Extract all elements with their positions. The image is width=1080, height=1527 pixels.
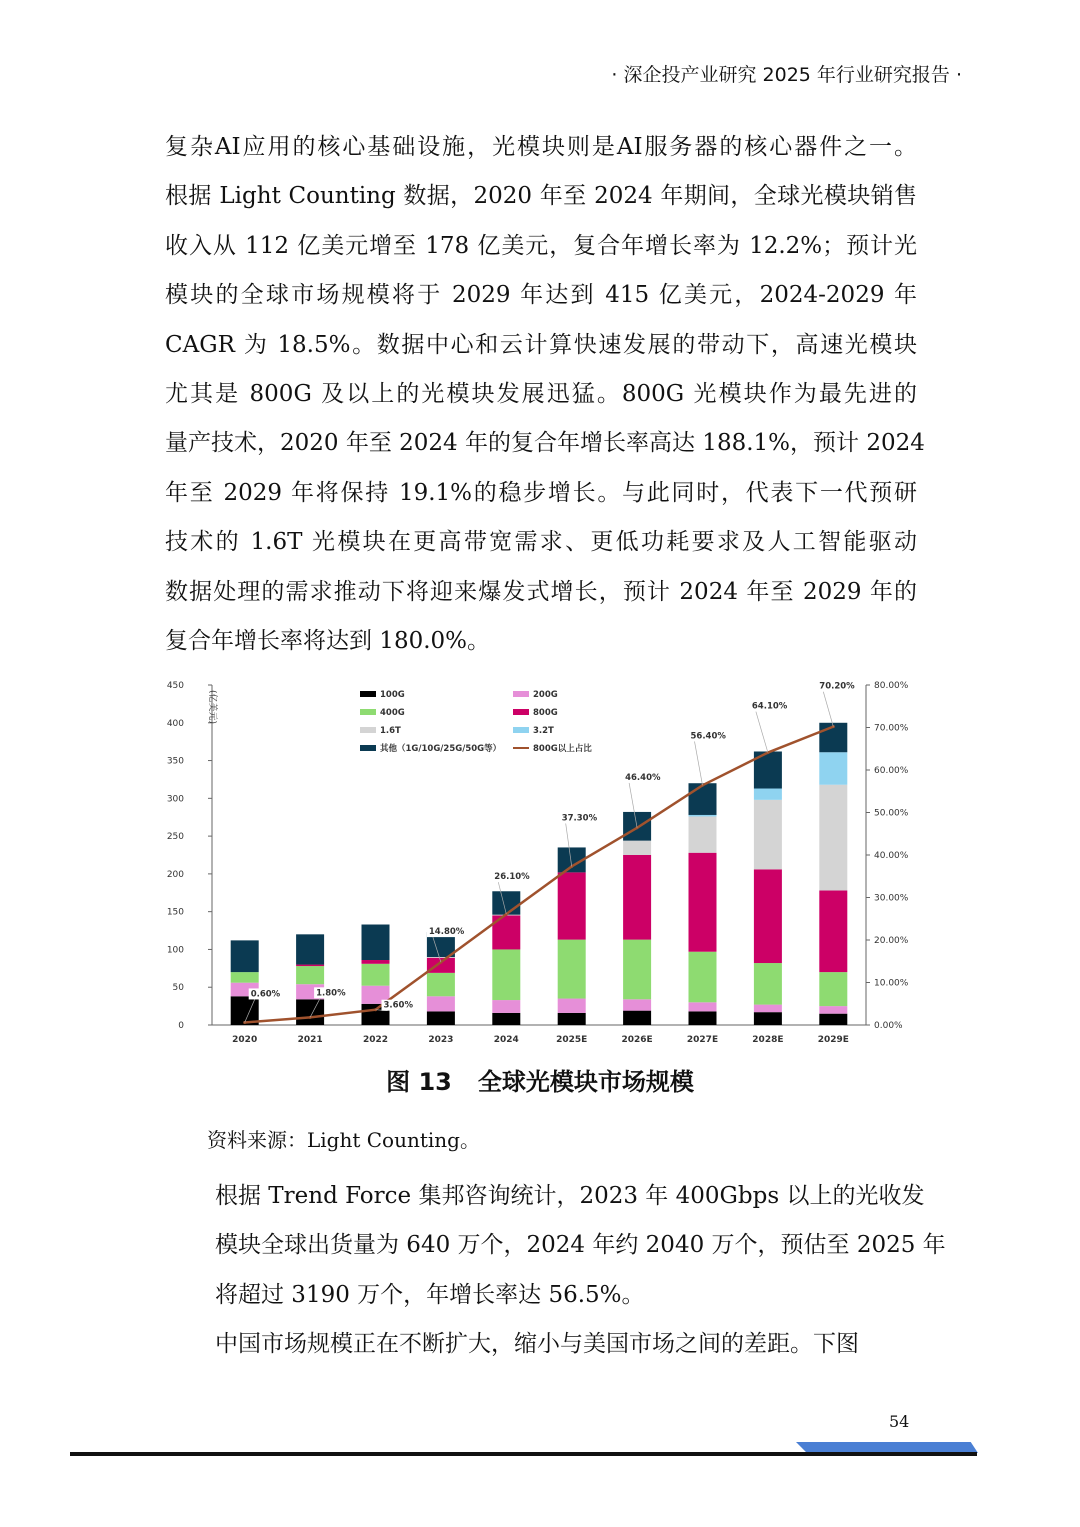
x-tick-label: 2022 [362, 1035, 389, 1045]
bar-segment [623, 841, 651, 855]
data-label: 70.20% [819, 681, 855, 692]
paragraph-1-line: CAGR 为 18.5%。数据中心和云计算快速发展的带动下，高速光模块 [165, 331, 917, 358]
x-tick-label: 2029E [817, 1035, 849, 1045]
bar-segment [362, 960, 390, 964]
paragraph-1-line: 尤其是 800G 及以上的光模块发展迅猛。800G 光模块作为最先进的 [165, 381, 917, 408]
x-tick-label: 2025E [556, 1035, 588, 1045]
data-label: 26.10% [494, 872, 530, 883]
x-tick-label: 2021 [297, 1035, 323, 1045]
y-tick-label: 450 [166, 681, 184, 691]
legend-label: 1.6T [380, 726, 401, 736]
bar-segment [623, 999, 651, 1010]
legend-swatch [513, 709, 529, 715]
y2-tick-label: 0.00% [874, 1021, 903, 1031]
bar-segment [819, 972, 847, 1006]
bar-segment [558, 940, 586, 999]
bar-segment [427, 957, 455, 958]
y-tick-label: 200 [166, 869, 184, 880]
body-paragraph-3 [165, 1320, 917, 1369]
footer-rule [70, 1452, 977, 1456]
bar-segment [819, 752, 847, 784]
bar-segment [558, 872, 586, 939]
data-label: 37.30% [561, 813, 598, 824]
y-tick-label: 350 [166, 756, 184, 767]
bar-segment [623, 940, 651, 1000]
bar-segment [558, 999, 586, 1013]
data-label: 46.40% [625, 772, 661, 783]
bar-segment [492, 891, 520, 914]
legend-label: 800G [533, 708, 558, 718]
page-number: 54 [889, 1412, 910, 1431]
bar-segment [296, 966, 324, 984]
data-label-leader [823, 692, 833, 727]
bar-segment [754, 789, 782, 800]
paragraph-1-line: 模块的全球市场规模将于 2029 年达到 415 亿美元，2024-2029 年 [165, 282, 917, 309]
bar-segment [689, 1011, 717, 1025]
data-label: 3.60% [383, 1000, 413, 1011]
paragraph-1-line: 根据 Light Counting 数据，2020 年至 2024 年期间，全球光模块销售 [165, 183, 917, 210]
figure-caption [0, 1062, 1080, 1097]
paragraph-1-line: 收入从 112 亿美元增至 178 亿美元，复合年增长率为 12.2%；预计光 [165, 232, 917, 259]
data-label: 64.10% [751, 701, 788, 712]
paragraph-1-line: 年至 2029 年将保持 19.1%的稳步增长。与此同时，代表下一代预研 [165, 479, 917, 506]
bar-segment [231, 972, 259, 983]
bar-segment [689, 853, 717, 952]
legend-label: 800G以上占比 [533, 744, 592, 754]
bar-segment [819, 891, 847, 973]
y-tick-label: 250 [166, 832, 184, 843]
legend-label: 400G [380, 708, 405, 718]
legend-swatch [360, 709, 376, 715]
bar-segment [754, 869, 782, 963]
legend-label: 其他（1G/10G/25G/50G等） [380, 744, 502, 754]
legend-label: 200G [533, 690, 558, 700]
bar-segment [819, 785, 847, 891]
bar-segment [231, 940, 259, 972]
data-label: 1.80% [316, 988, 346, 999]
bar-segment [689, 816, 717, 852]
legend-swatch [360, 745, 376, 751]
bar-segment [296, 965, 324, 967]
bar-segment [362, 964, 390, 986]
x-tick-label: 2024 [493, 1035, 519, 1045]
y-tick-label: 50 [172, 983, 184, 994]
paragraph-2-line: 根据 Trend Force 集邦咨询统计，2023 年 400Gbps 以上的光收发 [215, 1183, 925, 1209]
figure-title: 全球光模块市场规模 [477, 1068, 694, 1096]
legend-swatch [513, 691, 529, 697]
data-label: 0.60% [250, 989, 281, 1000]
bar-segment [558, 1013, 586, 1025]
bar-segment [296, 999, 324, 1025]
bar-segment [689, 1002, 717, 1011]
body-paragraph-2 [165, 1172, 946, 1320]
legend-swatch [513, 727, 529, 733]
y2-tick-label: 80.00% [874, 681, 909, 691]
bar-segment [427, 973, 455, 996]
paragraph-1-line: 复合年增长率将达到 180.0%。 [165, 628, 491, 655]
bar-segment [689, 952, 717, 1003]
bar-segment [296, 934, 324, 964]
y2-tick-label: 10.00% [874, 978, 909, 989]
data-label: 56.40% [690, 731, 726, 742]
y2-tick-label: 20.00% [874, 936, 909, 946]
y2-tick-label: 50.00% [874, 808, 909, 819]
bar-segment [492, 949, 520, 1000]
data-label-leader [695, 741, 703, 785]
bar-segment [362, 925, 390, 961]
bar-segment [819, 1014, 847, 1025]
bar-segment [623, 855, 651, 940]
x-tick-label: 2023 [428, 1035, 454, 1045]
y-tick-label: 0 [178, 1021, 184, 1031]
x-tick-label: 2027E [686, 1035, 719, 1045]
data-label: 14.80% [428, 927, 465, 938]
y-tick-label: 150 [166, 907, 184, 918]
x-tick-label: 2026E [621, 1035, 653, 1045]
paragraph-1-line: 数据处理的需求推动下将迎来爆发式增长，预计 2024 年至 2029 年的 [165, 578, 917, 605]
bar-segment [754, 1012, 782, 1025]
y2-tick-label: 30.00% [874, 893, 909, 904]
page-header: · 深企投产业研究 2025 年行业研究报告 · [611, 64, 962, 86]
bar-segment [689, 783, 717, 815]
paragraph-3-line: 中国市场规模正在不断扩大，缩小与美国市场之间的差距。下图 [215, 1331, 859, 1357]
paragraph-1-line: 复杂AI应用的核心基础设施，光模块则是AI服务器的核心器件之一。 [165, 134, 917, 160]
paragraph-2-line: 将超过 3190 万个，年增长率达 56.5%。 [215, 1281, 645, 1308]
x-tick-label: 2028E [752, 1035, 784, 1045]
bar-segment [427, 996, 455, 1011]
paragraph-2-line: 模块全球出货量为 640 万个，2024 年约 2040 万个，预估至 2025 年 [215, 1232, 946, 1259]
y-axis-title: (亿美元) [207, 690, 217, 725]
bar-segment [427, 1011, 455, 1025]
bar-segment [819, 1006, 847, 1014]
line-series-800g-share [245, 727, 834, 1023]
legend-swatch [360, 691, 376, 697]
x-tick-label: 2020 [232, 1035, 258, 1045]
legend-swatch [360, 727, 376, 733]
bar-segment [689, 815, 717, 817]
figure-label: 图 13 [386, 1068, 452, 1096]
market-size-chart [160, 672, 920, 1052]
bar-segment [754, 1005, 782, 1013]
figure-source: 资料来源：Light Counting。 [207, 1128, 480, 1152]
y-tick-label: 300 [166, 794, 184, 805]
paragraph-1-line: 量产技术，2020 年至 2024 年的复合年增长率高达 188.1%，预计 2024 [165, 430, 925, 457]
bar-segment [623, 1011, 651, 1025]
data-label-leader [756, 712, 768, 753]
bar-segment [492, 1013, 520, 1025]
bar-segment [754, 963, 782, 1005]
legend-label: 3.2T [533, 726, 554, 736]
paragraph-1-line: 技术的 1.6T 光模块在更高带宽需求、更低功耗要求及人工智能驱动 [165, 529, 917, 556]
y2-tick-label: 60.00% [874, 766, 909, 776]
y2-tick-label: 70.00% [874, 723, 909, 734]
y-tick-label: 100 [166, 945, 184, 956]
body-paragraph-1 [165, 123, 925, 666]
bar-segment [754, 800, 782, 870]
y-tick-label: 400 [166, 718, 184, 729]
bar-segment [492, 1000, 520, 1013]
legend-label: 100G [380, 690, 405, 700]
y2-tick-label: 40.00% [874, 851, 909, 861]
